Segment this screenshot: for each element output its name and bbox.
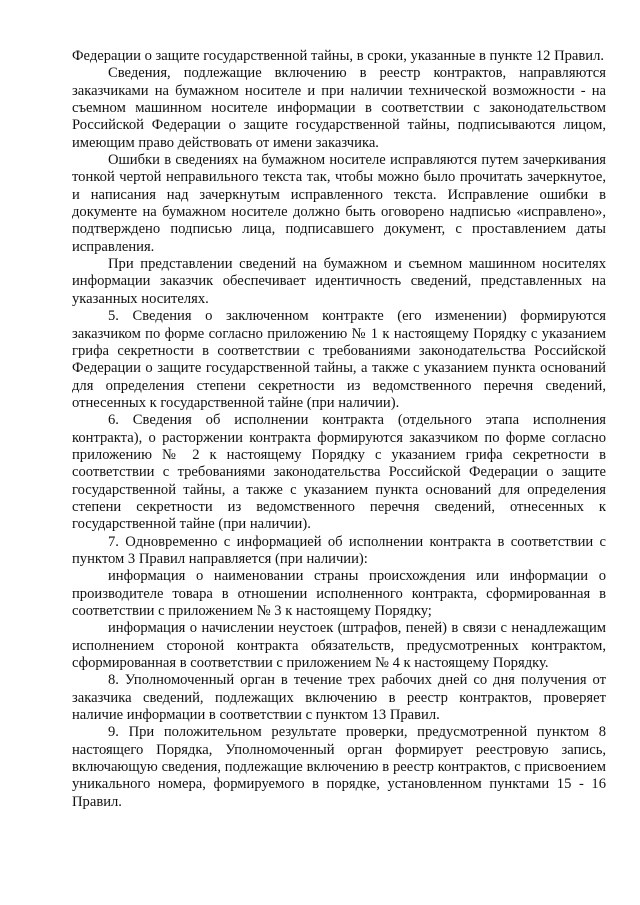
paragraph-item-7-country-of-origin: информация о наименовании страны происхождения или информации о производителе товара в отношении исполненного контракта, сформированная в соответствии с приложением № 3 к настоящему Порядку; — [72, 568, 606, 619]
document-page — [72, 48, 606, 811]
paragraph-error-correction: Ошибки в сведениях на бумажном носителе исправляются путем зачеркивания тонкой чертой неправильного текста так, чтобы можно было прочитать зачеркнутое, и написания над зачеркнутым исправленного текста. Исправление ошибки в документе на бумажном носителе должно быть оговорено надписью «исправлено», подтверждено подписью лица, подписавшего документ, с проставлением даты исправления. — [72, 152, 606, 255]
paragraph-identity-of-information: При представлении сведений на бумажном и съемном машинном носителях информации заказчик обеспечивает идентичность сведений, представленных на указанных носителях. — [72, 256, 606, 307]
paragraph-item-9: 9. При положительном результате проверки, предусмотренной пунктом 8 настоящего Порядка, Уполномоченный орган формирует реестровую запись, включающую сведения, подлежащие включению в реестр контрактов, с присвоением уникального номера, формируемого в порядке, установленном пунктами 15 - 16 Правил. — [72, 724, 606, 810]
paragraph-item-7-penalties: информация о начислении неустоек (штрафов, пеней) в связи с ненадлежащим исполнением стороной контракта обязательств, предусмотренных контрактом, сформированная в соответствии с приложением № 4 к настоящему Порядку. — [72, 620, 606, 672]
paragraph-item-8: 8. Уполномоченный орган в течение трех рабочих дней со дня получения от заказчика сведений, подлежащих включению в реестр контрактов, проверяет наличие информации в соответствии с пунктом 13 Правил. — [72, 672, 606, 724]
paragraph-item-7: 7. Одновременно с информацией об исполнении контракта в соответствии с пунктом 3 Правил направляется (при наличии): — [72, 533, 606, 567]
paragraph-continuation: Федерации о защите государственной тайны, в сроки, указанные в пункте 12 Правил. — [72, 48, 605, 64]
paragraph-item-6: 6. Сведения об исполнении контракта (отдельного этапа исполнения контракта), о расторжении контракта формируются заказчиком по форме согласно приложению № 2 к настоящему Порядку с указанием грифа секретности в соответствии с требованиями законодательства Российской Федерации о защите государственной тайны, а также с указанием пункта оснований для определения степени секретности из ведомственного перечня сведений, отнесенных к государственной тайне (при наличии). — [72, 412, 606, 533]
paragraph-item-5: 5. Сведения о заключенном контракте (его изменении) формируются заказчиком по форме согласно приложению № 1 к настоящему Порядку с указанием грифа секретности в соответствии с требованиями законодательства Российской Федерации о защите государственной тайны, а также с указанием пункта оснований для определения степени секретности из ведомственного перечня сведений, отнесенных к государственной тайне (при наличии). — [72, 308, 606, 411]
paragraph-submission-format: Сведения, подлежащие включению в реестр контрактов, направляются заказчиками на бумажном носителе и при наличии технической возможности - на съемном машинном носителе информации в соответствии с законодательством Российской Федерации о защите государственной тайны, подписываются лицом, имеющим право действовать от имени заказчика. — [72, 65, 606, 151]
